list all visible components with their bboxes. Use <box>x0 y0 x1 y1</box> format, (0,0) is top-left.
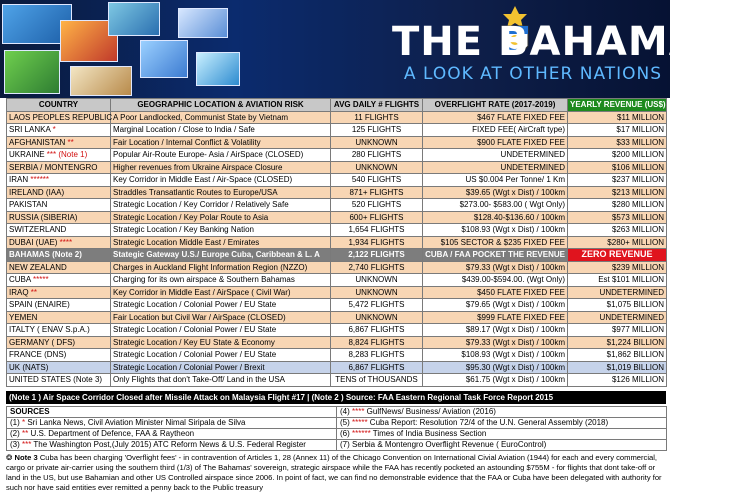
note-label: Note 3 <box>14 453 38 462</box>
flights-cell: 1,934 FLIGHTS <box>331 236 423 249</box>
source-mark: *** <box>22 440 32 449</box>
rate-cell: $467 FLATE FIXED FEE <box>423 111 568 124</box>
rate-cell: US $0.004 Per Tonne/ 1 Km <box>423 174 568 187</box>
flights-cell: 8,283 FLIGHTS <box>331 349 423 362</box>
table-row <box>7 111 667 124</box>
country-name: BAHAMAS (Note 2) <box>9 250 82 260</box>
country-cell <box>7 349 111 362</box>
rate-cell: $900 FLATE FIXED FEE <box>423 136 568 149</box>
country-name: YEMEN <box>9 312 38 322</box>
page-subtitle: A LOOK AT OTHER NATIONS <box>403 64 663 84</box>
location-cell: Fair Location / Internal Conflict & Volatility <box>111 136 331 149</box>
country-cell <box>7 161 111 174</box>
rate-cell: UNDETERMINED <box>423 161 568 174</box>
table-row <box>7 324 667 337</box>
location-cell: Key Corridor in Middle East / AirSpace ( Civil War) <box>111 286 331 299</box>
country-name: LAOS PEOPLES REPUBLIC <box>9 112 113 122</box>
table-row <box>7 286 667 299</box>
revenue-cell: $239 MILLION <box>568 261 667 274</box>
flights-cell: UNKNOWN <box>331 311 423 324</box>
flights-cell: TENS of THOUSANDS <box>331 374 423 387</box>
country-name: PAKISTAN <box>9 200 48 210</box>
source-mark: ***** <box>30 275 49 285</box>
source-mark: ****** <box>352 429 371 438</box>
source-entry <box>7 429 337 440</box>
rate-cell: $105 SECTOR & $235 FIXED FEE <box>423 236 568 249</box>
revenue-cell: UNDETERMINED <box>568 286 667 299</box>
rate-cell: FIXED FEE( AirCraft type) <box>423 124 568 137</box>
location-cell: Strategic Location / Colonial Power / Brexit <box>111 361 331 374</box>
country-cell <box>7 136 111 149</box>
location-cell: Strategic Location / Key Banking Nation <box>111 224 331 237</box>
location-cell: Charging for its own airspace & Southern Bahamas <box>111 274 331 287</box>
country-cell <box>7 236 111 249</box>
country-name: SWITZERLAND <box>9 225 67 235</box>
rate-cell: $450 FLATE FIXED FEE <box>423 286 568 299</box>
flights-cell: UNKNOWN <box>331 286 423 299</box>
country-cell <box>7 199 111 212</box>
revenue-cell: $11 MILLION <box>568 111 667 124</box>
table-row <box>7 336 667 349</box>
revenue-cell: UNDETERMINED <box>568 311 667 324</box>
country-name: IRAN <box>9 175 29 185</box>
country-cell <box>7 211 111 224</box>
source-text: Cuba Report: Resolution 72/4 of the U.N. General Assembly (2018) <box>367 418 609 427</box>
table-row <box>7 161 667 174</box>
source-mark: ***** <box>352 418 368 427</box>
country-cell <box>7 249 111 262</box>
source-entry <box>337 418 667 429</box>
sources-heading: SOURCES <box>7 407 337 418</box>
location-cell: Only Flights that don't Take-Off/ Land in the USA <box>111 374 331 387</box>
revenue-cell: $237 MILLION <box>568 174 667 187</box>
flights-cell: 280 FLIGHTS <box>331 149 423 162</box>
country-cell <box>7 336 111 349</box>
country-name: NEW ZEALAND <box>9 262 67 272</box>
country-cell <box>7 124 111 137</box>
column-header-flights: AVG DAILY # FLIGHTS <box>331 99 423 112</box>
revenue-cell: $126 MILLION <box>568 374 667 387</box>
source-entry <box>337 407 667 418</box>
page-title: THE BAHAMAS <box>392 19 730 65</box>
revenue-cell: $263 MILLION <box>568 224 667 237</box>
rate-cell: $108.93 (Wgt x Dist) / 100km <box>423 349 568 362</box>
sources-table <box>6 406 667 451</box>
source-mark: ** <box>65 137 74 147</box>
country-cell <box>7 361 111 374</box>
location-cell: Strategic Location / Key Polar Route to Asia <box>111 211 331 224</box>
note-3-footnote <box>6 453 666 503</box>
revenue-cell: $573 MILLION <box>568 211 667 224</box>
source-text: GulfNews/ Business/ Aviation (2016) <box>364 407 496 416</box>
flights-cell: 8,824 FLIGHTS <box>331 336 423 349</box>
country-cell <box>7 261 111 274</box>
country-cell <box>7 111 111 124</box>
source-mark: *** (Note 1) <box>44 150 88 160</box>
country-name: UK (NATS) <box>9 362 49 372</box>
source-num: (3) <box>10 440 22 449</box>
revenue-cell: $1,019 BILLION <box>568 361 667 374</box>
flights-cell: 5,472 FLIGHTS <box>331 299 423 312</box>
rate-cell: CUBA / FAA POCKET THE REVENUE <box>423 249 568 262</box>
source-mark: ****** <box>28 175 50 185</box>
source-entry <box>337 440 667 451</box>
source-entry <box>7 418 337 429</box>
country-name: RUSSIA (SIBERIA) <box>9 212 78 222</box>
country-cell <box>7 149 111 162</box>
table-row <box>7 299 667 312</box>
location-cell: Charges in Auckland Flight Information Region (NZZO) <box>111 261 331 274</box>
country-cell <box>7 311 111 324</box>
source-mark: * <box>50 125 56 135</box>
location-cell: Key Corridor in Middle East / Air-Space (CLOSED) <box>111 174 331 187</box>
rate-cell: $79.33 (Wgt x Dist) / 100km <box>423 336 568 349</box>
rate-cell: $79.33 (Wgt x Dist) / 100km <box>423 261 568 274</box>
country-name: SPAIN (ENAIRE) <box>9 300 70 310</box>
revenue-cell: $1,862 BILLION <box>568 349 667 362</box>
country-name: GERMANY ( DFS) <box>9 337 76 347</box>
source-num: (1) <box>10 418 22 427</box>
location-cell: Strategic Location / Key Corridor / Relatively Safe <box>111 199 331 212</box>
location-cell: Strategic Location Middle East / Emirates <box>111 236 331 249</box>
country-name: DUBAI (UAE) <box>9 237 58 247</box>
source-mark: **** <box>352 407 365 416</box>
rate-cell: $39.65 (Wgt x Dist) / 100km <box>423 186 568 199</box>
table-row <box>7 261 667 274</box>
country-name: SERBIA / MONTENGRO <box>9 162 98 172</box>
table-row <box>7 124 667 137</box>
note-icon: ❂ <box>6 453 15 462</box>
flights-cell: 2,122 FLIGHTS <box>331 249 423 262</box>
country-cell <box>7 374 111 387</box>
revenue-cell: $977 MILLION <box>568 324 667 337</box>
flights-cell: 1,654 FLIGHTS <box>331 224 423 237</box>
country-name: ITALTY ( ENAV S.p.A.) <box>9 325 90 335</box>
table-row <box>7 374 667 387</box>
source-num: (7) <box>340 440 352 449</box>
country-cell <box>7 274 111 287</box>
flights-cell: 2,740 FLIGHTS <box>331 261 423 274</box>
rate-cell: $89.17 (Wgt x Dist) / 100km <box>423 324 568 337</box>
source-entry <box>337 429 667 440</box>
sources-header-row <box>7 407 667 418</box>
table-row <box>7 224 667 237</box>
source-text: Times of India Business Section <box>370 429 487 438</box>
country-cell <box>7 224 111 237</box>
flights-cell: 6,867 FLIGHTS <box>331 361 423 374</box>
table-row <box>7 249 667 262</box>
source-mark: ** <box>22 429 29 438</box>
country-name: UKRAINE <box>9 150 45 160</box>
column-header-country: COUNTRY <box>7 99 111 112</box>
country-name: IRAQ <box>9 287 29 297</box>
table-row <box>7 211 667 224</box>
rate-cell: $999 FLATE FIXED FEE <box>423 311 568 324</box>
source-entry <box>7 440 337 451</box>
country-cell <box>7 174 111 187</box>
revenue-cell: $1,075 BILLION <box>568 299 667 312</box>
table-row <box>7 174 667 187</box>
revenue-cell: $17 MILLION <box>568 124 667 137</box>
rate-cell: $439.00-$594.00. (Wgt Only) <box>423 274 568 287</box>
location-cell: Strategic Location / Colonial Power / EU State <box>111 299 331 312</box>
source-mark: **** <box>57 237 73 247</box>
flights-cell: 540 FLIGHTS <box>331 174 423 187</box>
rate-cell: $128.40-$136.60 / 100km <box>423 211 568 224</box>
flights-cell: UNKNOWN <box>331 274 423 287</box>
table-row <box>7 186 667 199</box>
location-cell: Popular Air-Route Europe- Asia / AirSpace (CLOSED) <box>111 149 331 162</box>
table-row <box>7 274 667 287</box>
table-row <box>7 311 667 324</box>
location-cell: A Poor Landlocked, Communist State by Vietnam <box>111 111 331 124</box>
country-name: SRI LANKA <box>9 125 51 135</box>
table-row <box>7 199 667 212</box>
source-text: Sri Lanka News, Civil Aviation Minister Nimal Siripala de Silva <box>25 418 246 427</box>
source-mark: * <box>22 418 26 427</box>
flights-cell: UNKNOWN <box>331 161 423 174</box>
table-row <box>7 361 667 374</box>
revenue-cell: $200 MILLION <box>568 149 667 162</box>
rate-cell: $108.93 (Wgt x Dist) / 100km <box>423 224 568 237</box>
country-name: AFGHANISTAN <box>9 137 66 147</box>
sources-row <box>7 429 667 440</box>
revenue-cell: $106 MILLION <box>568 161 667 174</box>
note-text: Cuba has been charging 'Overflight fees' - in contravention of Articles 1, 28 (Annex 11) of the Chicago Convention on International Civial Aviation (1944) for each and every commercial, cargo or private air-carrier using the southern third (1/3) of The Bahamas' sovereign, strategic airspace while the FAA has recently pocketed an astounding $755M - for flights that dont take-off or land in the US, but use Bahamian and other US Controlled airspace since 2006. In point of fact, we can find no demonstrable evidence that the FAA or Cuba have been delegated with authority for such nor have said entities ever remitted a penny back to the Public treasury <box>6 453 662 492</box>
table-row <box>7 149 667 162</box>
source-text: U.S. Department of Defence, FAA & Raytheon <box>28 429 195 438</box>
sources-row <box>7 440 667 451</box>
device-collage-image <box>0 0 250 98</box>
source-mark: ** <box>28 287 38 297</box>
revenue-cell: $33 MILLION <box>568 136 667 149</box>
source-num: (2) <box>10 429 22 438</box>
table-row <box>7 236 667 249</box>
flights-cell: 871+ FLIGHTS <box>331 186 423 199</box>
table-row <box>7 349 667 362</box>
rate-cell: $95.30 (Wgt x Dist) / 100km <box>423 361 568 374</box>
revenue-cell: $280 MILLION <box>568 199 667 212</box>
flights-cell: 600+ FLIGHTS <box>331 211 423 224</box>
revenue-cell: ZERO REVENUE <box>568 249 667 262</box>
revenue-cell: Est $101 MILLION <box>568 274 667 287</box>
notes-bar: (Note 1 ) Air Space Corridor Closed after Missile Attack on Malaysia Flight #17 | (Note 2 ) Source: FAA Eastern Regional Task Force Report 2015 <box>6 391 666 404</box>
source-num: (5) <box>340 418 352 427</box>
table-row <box>7 136 667 149</box>
rate-cell: $61.75 (Wgt x Dist) / 100km <box>423 374 568 387</box>
rate-cell: $273.00- $583.00 ( Wgt Only) <box>423 199 568 212</box>
location-cell: Fair Location but Civil War / AirSpace (CLOSED) <box>111 311 331 324</box>
revenue-cell: $213 MILLION <box>568 186 667 199</box>
rate-cell: $79.65 (Wgt x Dist) / 100km <box>423 299 568 312</box>
source-num: (4) <box>340 407 352 416</box>
column-header-location: GEOGRAPHIC LOCATION & AVIATION RISK <box>111 99 331 112</box>
location-cell: Strategic Location / Colonial Power / EU State <box>111 324 331 337</box>
country-name: FRANCE (DNS) <box>9 350 67 360</box>
revenue-cell: $1,224 BILLION <box>568 336 667 349</box>
country-cell <box>7 324 111 337</box>
flights-cell: 6,867 FLIGHTS <box>331 324 423 337</box>
source-num: (6) <box>340 429 352 438</box>
location-cell: Marginal Location / Close to India / Safe <box>111 124 331 137</box>
country-name: CUBA <box>9 275 31 285</box>
location-cell: Stategic Gateway U.S./ Europe Cuba, Caribbean & L. A <box>111 249 331 262</box>
country-name: UNITED STATES (Note 3) <box>9 375 103 385</box>
country-name: IRELAND (IAA) <box>9 187 65 197</box>
rate-cell: UNDETERMINED <box>423 149 568 162</box>
location-cell: Strategic Location / Key EU State & Economy <box>111 336 331 349</box>
flights-cell: 520 FLIGHTS <box>331 199 423 212</box>
flights-cell: 125 FLIGHTS <box>331 124 423 137</box>
source-text: The Washington Post,(July 2015) ATC Reform News & U.S. Federal Register <box>31 440 306 449</box>
country-cell <box>7 286 111 299</box>
country-cell <box>7 186 111 199</box>
overflight-revenue-table <box>6 98 667 387</box>
column-header-revenue: YEARLY REVENUE (US$) <box>568 99 667 112</box>
flights-cell: 11 FLIGHTS <box>331 111 423 124</box>
location-cell: Straddles Transatlantic Routes to Europe/USA <box>111 186 331 199</box>
country-cell <box>7 299 111 312</box>
flights-cell: UNKNOWN <box>331 136 423 149</box>
column-header-rate: OVERFLIGHT RATE (2017-2019) <box>423 99 568 112</box>
table-header-row <box>7 99 667 112</box>
header-banner <box>0 0 730 98</box>
sources-row <box>7 418 667 429</box>
location-cell: Higher revenues from Ukraine Airspace Closure <box>111 161 331 174</box>
source-text: Serbia & Montengro Overflight Revenue ( EuroControl) <box>352 440 547 449</box>
revenue-cell: $280+ MILLION <box>568 236 667 249</box>
location-cell: Strategic Location / Colonial Power / EU State <box>111 349 331 362</box>
